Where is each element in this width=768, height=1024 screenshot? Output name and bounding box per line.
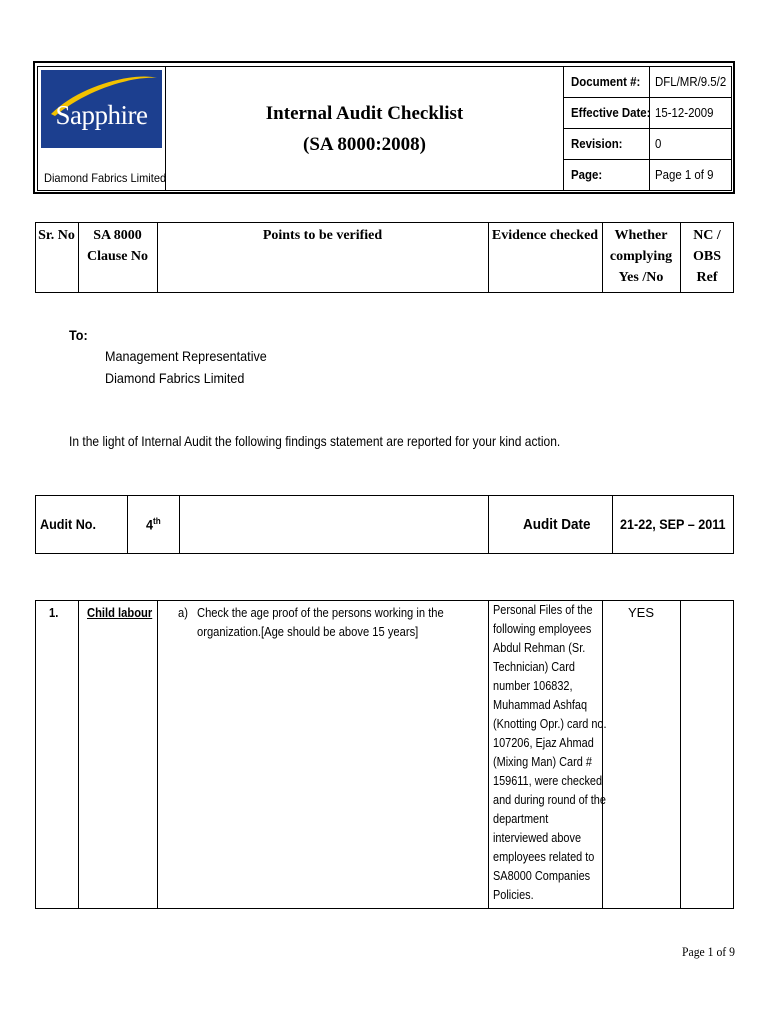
column-head-nc-ref: NC / OBS Ref	[692, 228, 721, 285]
evidence-text-line: 107206, Ejaz Ahmad	[493, 735, 594, 750]
meta-label-effective-date: Effective Date:	[571, 105, 651, 120]
meta-label-page: Page:	[571, 167, 603, 182]
intro-statement: In the light of Internal Audit the following findings statement are reported for your kind action.	[69, 433, 561, 449]
document-subtitle: (SA 8000:2008)	[303, 134, 426, 155]
evidence-text-line: Muhammad Ashfaq	[493, 697, 588, 712]
header-row-line	[563, 159, 732, 160]
column-head-evidence: Evidence checked	[491, 228, 599, 243]
findings-table	[35, 600, 734, 909]
evidence-text-line: Policies.	[493, 887, 534, 902]
audit-divider	[179, 495, 180, 554]
findings-divider	[680, 600, 681, 909]
page-number: Page 1 of 9	[682, 944, 735, 959]
evidence-text-line: and during round of the	[493, 792, 606, 807]
recipient-company: Diamond Fabrics Limited	[105, 370, 245, 386]
audit-date-value: 21-22, SEP – 2011	[620, 516, 726, 532]
meta-value-revision: 0	[655, 136, 662, 151]
column-head-clause: SA 8000 Clause No	[86, 228, 149, 264]
evidence-text-line: SA8000 Companies	[493, 868, 591, 883]
finding-sr-no: 1.	[49, 605, 59, 620]
evidence-text-line: number 106832,	[493, 678, 573, 693]
findings-divider	[488, 600, 489, 909]
logo-text: Sapphire	[55, 100, 148, 130]
evidence-text-line: 159611, were checked	[493, 773, 603, 788]
meta-label-revision: Revision:	[571, 136, 623, 151]
column-head-sr-no: Sr. No	[38, 228, 75, 243]
column-head-complying: Whether complying Yes /No	[609, 228, 673, 285]
meta-value-page: Page 1 of 9	[655, 167, 714, 182]
evidence-text-line: department	[493, 811, 549, 826]
to-label: To:	[69, 327, 88, 343]
audit-divider	[488, 495, 489, 554]
evidence-text-line: (Knotting Opr.) card no.	[493, 716, 607, 731]
audit-date-label: Audit Date	[523, 516, 591, 533]
finding-clause: Child labour	[87, 605, 153, 620]
meta-label-document: Document #:	[571, 74, 641, 89]
evidence-text-line: interviewed above	[493, 830, 582, 845]
recipient-title: Management Representative	[105, 348, 267, 364]
finding-point-marker: a)	[178, 605, 188, 620]
meta-value-effective-date: 15-12-2009	[655, 105, 714, 120]
audit-no-label: Audit No.	[40, 516, 96, 532]
findings-divider	[602, 600, 603, 909]
audit-divider	[612, 495, 613, 554]
finding-complying: YES	[627, 605, 654, 620]
sapphire-logo	[41, 70, 162, 148]
evidence-text-line: (Mixing Man) Card #	[493, 754, 592, 769]
finding-point-text: Check the age proof of the persons working in the organization.[Age should be above 15 years]	[197, 605, 444, 639]
company-name: Diamond Fabrics Limited	[44, 171, 167, 185]
evidence-text-line: Technician) Card	[493, 659, 575, 674]
findings-divider	[157, 600, 158, 909]
evidence-text-line: Abdul Rehman (Sr.	[493, 640, 586, 655]
document-title: Internal Audit Checklist	[265, 103, 464, 124]
meta-value-document: DFL/MR/9.5/2	[655, 74, 727, 89]
evidence-text-line: following employees	[493, 621, 592, 636]
evidence-text-line: Personal Files of the	[493, 602, 593, 617]
header-row-line	[563, 97, 732, 98]
evidence-text-line: employees related to	[493, 849, 595, 864]
column-head-points: Points to be verified	[262, 228, 383, 243]
header-row-line	[563, 128, 732, 129]
audit-no-value: 4th	[146, 516, 161, 533]
audit-divider	[127, 495, 128, 554]
findings-divider	[78, 600, 79, 909]
